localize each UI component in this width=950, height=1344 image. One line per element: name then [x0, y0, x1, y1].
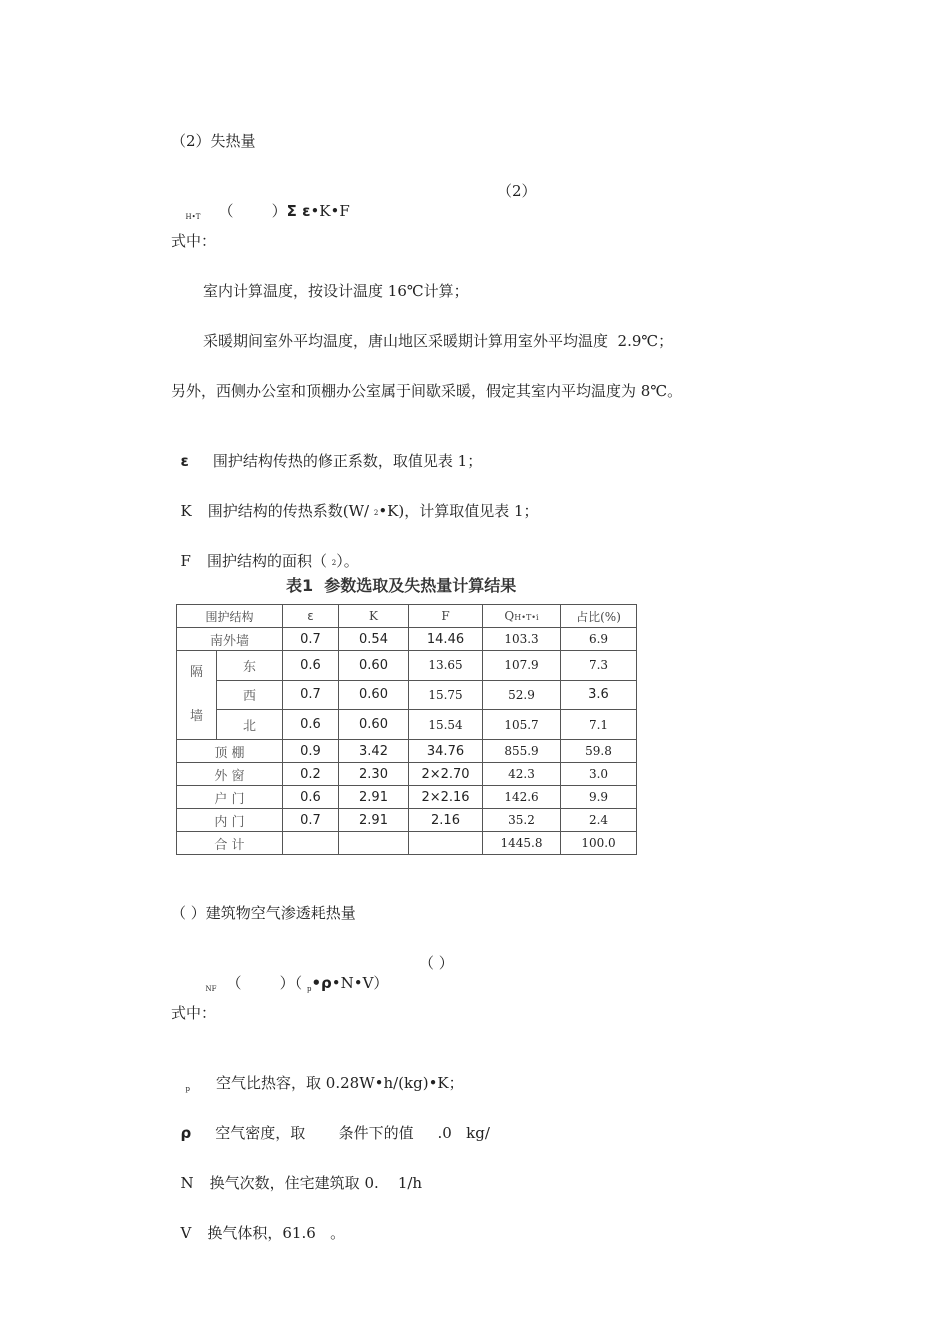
table-row	[177, 651, 637, 681]
def-rho	[171, 1103, 490, 1143]
row-f: 2×2.16	[409, 786, 483, 809]
header-percent: 占比(%)	[561, 605, 637, 628]
row-k	[339, 832, 409, 855]
where-label-2: 式中：	[171, 1004, 217, 1022]
row-k: 2.30	[339, 763, 409, 786]
row-pct: 7.3	[561, 651, 637, 681]
row-eps: 0.7	[283, 809, 339, 832]
table-total-row	[177, 832, 637, 855]
row-name: 外 窗	[177, 763, 283, 786]
header-q	[483, 605, 561, 628]
row-k: 0.60	[339, 680, 409, 710]
row-eps: 0.6	[283, 786, 339, 809]
v-symbol: V	[180, 1224, 192, 1242]
row-f: 15.75	[409, 680, 483, 710]
formula-3-paren: （ ）（	[226, 974, 307, 992]
row-f: 2.16	[409, 809, 483, 832]
def-v-text: 换气体积，61.6 。	[207, 1224, 346, 1242]
row-q: 35.2	[483, 809, 561, 832]
table-row	[177, 763, 637, 786]
header-f: F	[409, 605, 483, 628]
group-label-top: 隔	[189, 665, 203, 680]
def-cp-text: 空气比热容，取 0.28W•h/(kg)•K；	[216, 1074, 464, 1092]
heat-loss-table	[176, 604, 637, 855]
row-eps: 0.7	[283, 628, 339, 651]
def-v	[171, 1203, 345, 1243]
row-pct: 6.9	[561, 628, 637, 651]
formula-3-tail: •N•V）	[331, 974, 389, 992]
formula-3-rho: •ρ	[311, 974, 332, 992]
def-epsilon	[171, 431, 482, 471]
row-name: 合 计	[177, 832, 283, 855]
def-n-text: 换气次数，住宅建筑取 0. 1/h	[209, 1174, 423, 1192]
row-q: 1445.8	[483, 832, 561, 855]
row-name: 东	[217, 651, 283, 681]
def-k	[171, 481, 539, 523]
row-q: 855.9	[483, 740, 561, 763]
def-cp	[176, 1053, 464, 1099]
def-k-sup: 2	[373, 509, 379, 517]
def-n	[171, 1153, 422, 1193]
header-q-sub: H•T•i	[514, 613, 539, 622]
table-header-row	[177, 605, 637, 628]
header-k: K	[339, 605, 409, 628]
formula-2	[176, 181, 350, 227]
row-name: 户 门	[177, 786, 283, 809]
row-name: 顶 棚	[177, 740, 283, 763]
epsilon-symbol: ε	[180, 452, 189, 470]
row-f	[409, 832, 483, 855]
table-row	[177, 809, 637, 832]
row-f: 2×2.70	[409, 763, 483, 786]
row-pct: 100.0	[561, 832, 637, 855]
row-q: 142.6	[483, 786, 561, 809]
partition-wall-group	[177, 651, 217, 740]
def-f-text-b: ）。	[336, 552, 359, 570]
row-q: 103.3	[483, 628, 561, 651]
formula-2-tail: •K•F	[310, 202, 350, 220]
row-name: 南外墙	[177, 628, 283, 651]
row-pct: 7.1	[561, 710, 637, 740]
row-k: 0.54	[339, 628, 409, 651]
row-eps: 0.9	[283, 740, 339, 763]
table-row	[177, 628, 637, 651]
n-symbol: N	[180, 1174, 194, 1192]
table-row	[177, 740, 637, 763]
table-row	[177, 786, 637, 809]
def-k-text-a: 围护结构的传热系数(W/	[207, 502, 374, 520]
row-q: 107.9	[483, 651, 561, 681]
def-f-text-a: 围护结构的面积（	[206, 552, 332, 570]
row-f: 13.65	[409, 651, 483, 681]
k-symbol: K	[180, 502, 192, 520]
formula-3-number: （ ）	[419, 954, 454, 972]
row-name: 北	[217, 710, 283, 740]
def-outdoor-temp: 采暖期间室外平均温度，唐山地区采暖期计算用室外平均温度 2.9℃；	[203, 332, 674, 350]
formula-2-number: （2）	[497, 182, 537, 200]
row-f: 15.54	[409, 710, 483, 740]
row-f: 14.46	[409, 628, 483, 651]
row-pct: 9.9	[561, 786, 637, 809]
def-indoor-temp: 室内计算温度，按设计温度 16℃计算；	[203, 282, 469, 300]
def-f	[171, 531, 359, 573]
def-rho-text: 空气密度，取 条件下的值 .0 kg/	[215, 1124, 490, 1142]
table-row	[177, 680, 637, 710]
row-eps	[283, 832, 339, 855]
where-label-1: 式中：	[171, 232, 217, 250]
formula-2-paren: （ ）	[218, 202, 287, 220]
def-k-text-b: •K)，计算取值见表 1；	[378, 502, 539, 520]
row-f: 34.76	[409, 740, 483, 763]
row-eps: 0.6	[283, 651, 339, 681]
row-q: 42.3	[483, 763, 561, 786]
row-pct: 3.0	[561, 763, 637, 786]
header-epsilon: ε	[283, 605, 339, 628]
row-q: 52.9	[483, 680, 561, 710]
row-pct: 3.6	[561, 680, 637, 710]
formula-3	[196, 953, 388, 999]
row-name: 西	[217, 680, 283, 710]
table-caption: 表1 参数选取及失热量计算结果	[286, 576, 517, 595]
row-eps: 0.6	[283, 710, 339, 740]
row-name: 内 门	[177, 809, 283, 832]
formula-3-subscript: NF	[205, 985, 217, 993]
row-k: 0.60	[339, 710, 409, 740]
row-k: 2.91	[339, 786, 409, 809]
row-k: 2.91	[339, 809, 409, 832]
row-k: 0.60	[339, 651, 409, 681]
formula-2-subscript: H•T	[185, 213, 201, 221]
header-structure: 围护结构	[177, 605, 283, 628]
formula-3-cp-subscript: p	[306, 985, 312, 993]
group-label-bottom: 墙	[189, 709, 203, 724]
def-intermittent-heating: 另外，西侧办公室和顶棚办公室属于间歇采暖，假定其室内平均温度为 8℃。	[171, 382, 683, 400]
cp-subscript: p	[185, 1085, 191, 1093]
row-eps: 0.7	[283, 680, 339, 710]
row-k: 3.42	[339, 740, 409, 763]
section-2-heading: （2）失热量	[171, 132, 256, 150]
row-pct: 59.8	[561, 740, 637, 763]
row-q: 105.7	[483, 710, 561, 740]
section-3-heading: （ ）建筑物空气渗透耗热量	[171, 904, 356, 922]
def-f-sup: 2	[331, 559, 337, 567]
header-q-main: Q	[504, 609, 515, 623]
rho-symbol: ρ	[180, 1124, 192, 1142]
def-epsilon-text: 围护结构传热的修正系数，取值见表 1；	[212, 452, 483, 470]
f-symbol: F	[180, 552, 191, 570]
table-row	[177, 710, 637, 740]
row-pct: 2.4	[561, 809, 637, 832]
formula-2-sum-epsilon: Σ ε	[286, 202, 311, 220]
row-eps: 0.2	[283, 763, 339, 786]
